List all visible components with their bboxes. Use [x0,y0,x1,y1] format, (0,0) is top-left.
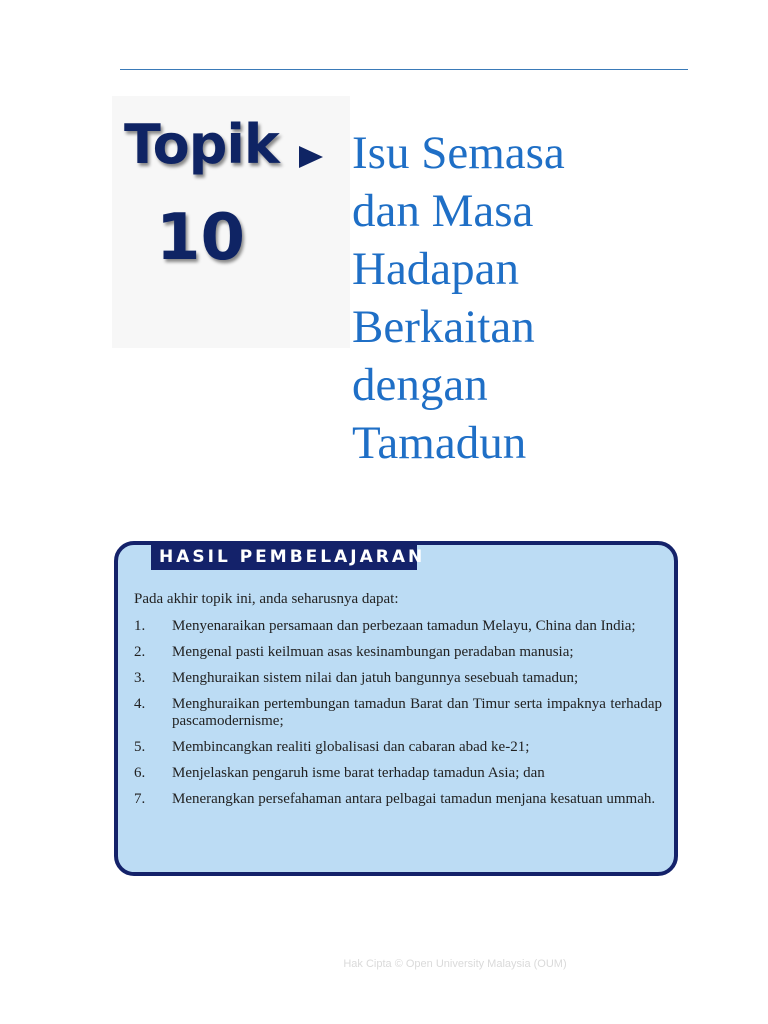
list-item [134,765,662,782]
list-item-text: Menjelaskan pengaruh isme barat terhadap tamadun Asia; dan [172,765,545,781]
title-line: Tamadun [352,417,527,469]
list-item [134,618,662,635]
list-item-text: Menghuraikan sistem nilai dan jatuh bangunnya sesebuah tamadun; [172,670,579,686]
title-line: dengan [352,359,488,411]
list-item [134,670,662,687]
triangle-arrow-icon [299,146,323,168]
list-item [134,739,662,756]
list-item [134,696,662,730]
topic-number: 10 [156,201,246,275]
topic-title [352,124,652,472]
topic-label: Topik [124,113,279,176]
list-item-text: Mengenal pasti keilmuan asas kesinambungan peradaban manusia; [172,644,574,660]
list-item-text: Membincangkan realiti globalisasi dan cabaran abad ke-21; [172,739,530,755]
list-item-text: Menyenaraikan persamaan dan perbezaan tamadun Melayu, China dan India; [172,618,636,634]
copyright-footer: Hak Cipta © Open University Malaysia (OUM) [343,958,567,970]
title-line: Isu Semasa [352,127,565,179]
learning-outcomes-header: HASIL PEMBELAJARAN [151,544,417,570]
list-item-number: 4. [134,696,146,712]
header-rule [120,69,688,70]
list-item-text: Menghuraikan pertembungan tamadun Barat dan Timur serta impaknya terhadap pascamodernisme; [172,696,662,729]
list-item-text: Menerangkan persefahaman antara pelbagai tamadun menjana kesatuan ummah. [172,791,656,807]
learning-outcomes-list [134,618,662,817]
list-item-number: 3. [134,670,146,686]
list-item-number: 6. [134,765,146,781]
list-item-number: 2. [134,644,146,660]
list-item-number: 7. [134,791,146,807]
learning-outcomes-intro: Pada akhir topik ini, anda seharusnya dapat: [134,591,399,607]
list-item [134,791,662,808]
title-line: Berkaitan [352,301,535,353]
list-item-number: 1. [134,618,146,634]
title-line: Hadapan [352,243,520,295]
title-line: dan Masa [352,185,534,237]
list-item [134,644,662,661]
list-item-number: 5. [134,739,146,755]
